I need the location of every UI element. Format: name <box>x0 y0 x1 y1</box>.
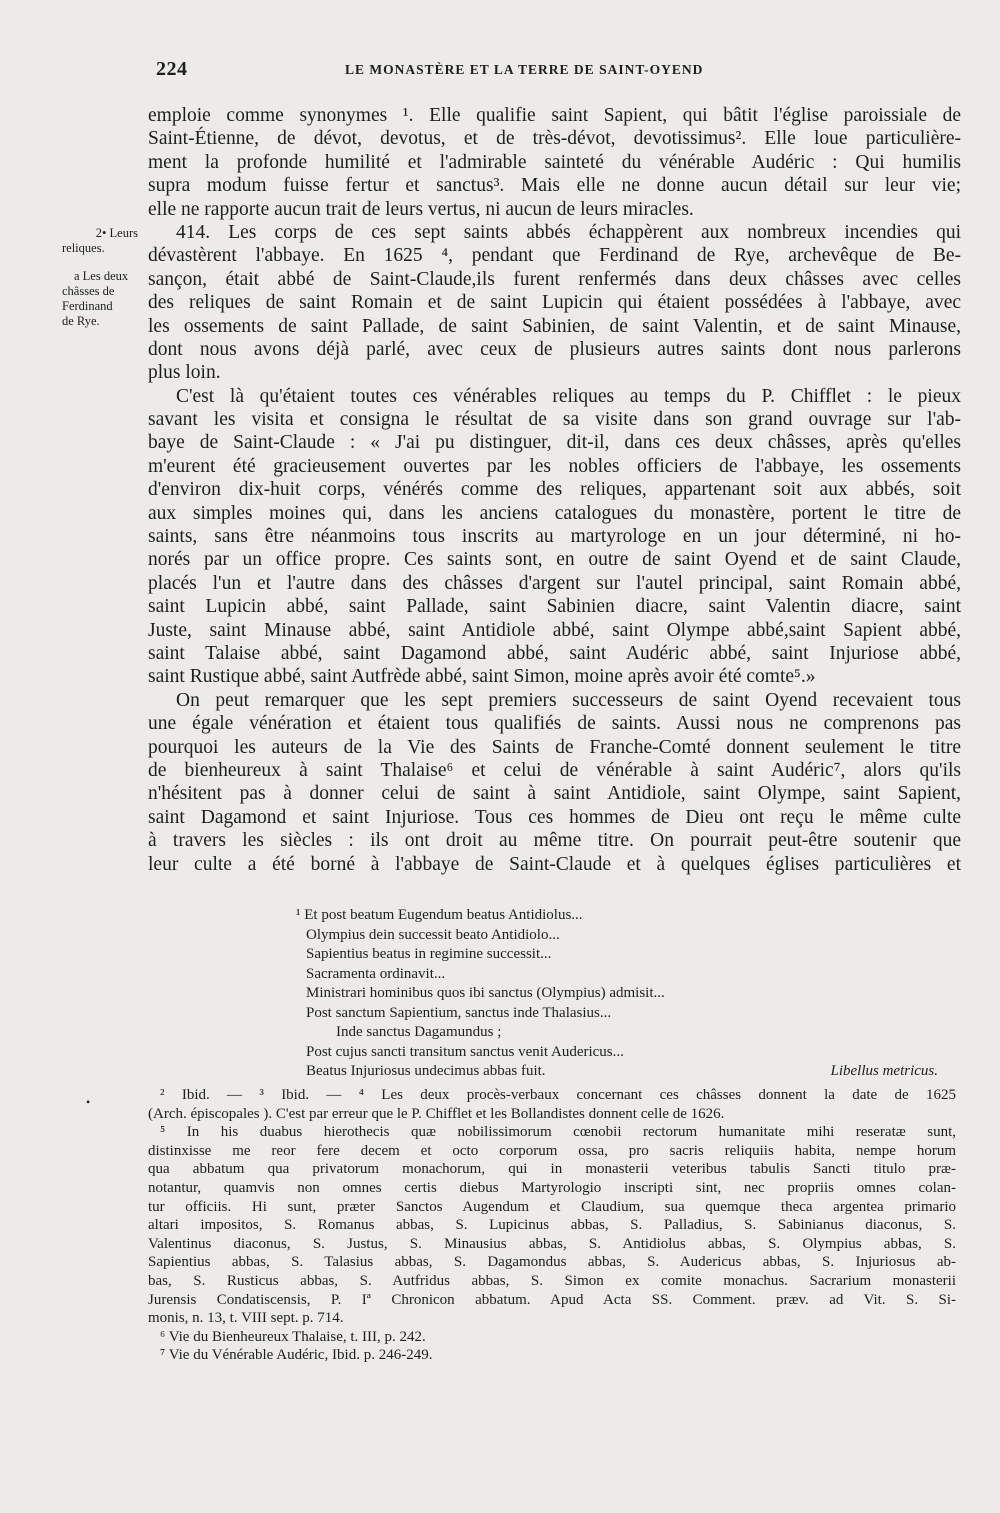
poem-line: Post sanctum Sapientium, sanctus inde Thalasius... <box>306 1004 612 1021</box>
footnote-line: ² Ibid. — ³ Ibid. — ⁴ Les deux procès-verbaux concernant ces châsses donnent la date de 1625 <box>160 1087 956 1103</box>
margin-note-line: a Les deux <box>74 269 129 283</box>
margin-note-chasses <box>62 269 152 329</box>
footnote-line: monis, n. 13, t. VIII sept. p. 714. <box>148 1310 344 1327</box>
body-line: dévastèrent l'abbaye. En 1625 ⁴, pendant que Ferdinand de Rye, archevêque de Be- <box>148 245 961 267</box>
body-line: baye de Saint-Claude : « J'ai pu distinguer, dit-il, dans ces deux châsses, après qu'elles <box>148 432 961 454</box>
margin-note-line: reliques. <box>62 241 105 255</box>
margin-note-line: 2• Leurs <box>95 226 138 240</box>
body-line: savant les visita et consigna le résultat de sa visite dans son grand ouvrage sur l'ab- <box>148 409 961 431</box>
footnote-line: tur officiis. Hi sunt, præter Sanctos Augendum et Claudium, sua quemque theca argentea primario <box>148 1198 956 1215</box>
poem-line-text: Beatus Injuriosus undecimus abbas fuit. <box>306 1063 546 1079</box>
margin-note-line: châsses de <box>62 284 115 298</box>
body-line: 414. Les corps de ces sept saints abbés échappèrent aux nombreux incendies qui <box>176 221 961 243</box>
footnote-line: ⁷ Vie du Vénérable Audéric, Ibid. p. 246-249. <box>160 1347 433 1364</box>
body-line: On peut remarquer que les sept premiers successeurs de saint Oyend recevaient tous <box>176 689 961 711</box>
footnote-line: notantur, quamvis non omnes certis diebus Martyrologio inscripti sint, nec propriis omnes colan- <box>148 1179 956 1196</box>
poem-line: Inde sanctus Dagamundus ; <box>336 1024 502 1040</box>
body-line: saint Lupicin abbé, saint Pallade, saint Sabinien diacre, saint Valentin diacre, saint <box>148 596 961 618</box>
body-line: emploie comme synonymes ¹. Elle qualifie saint Sapient, qui bâtit l'église paroissiale de <box>148 105 961 126</box>
footnote-line: ⁵ In his duabus hierothecis quæ nobilissimorum cœnobii rectorum humanitate mihi reseratæ sunt, <box>160 1124 956 1141</box>
poem-line <box>296 1062 938 1082</box>
footnote-line: altari impositos, S. Romanus abbas, S. Lupicinus abbas, S. Palladius, S. Sabinianus diaconus, S. <box>148 1217 956 1234</box>
margin-note-relics <box>50 226 138 256</box>
body-line: leur culte a été borné à l'abbaye de Saint-Claude et à quelques églises particulières et <box>148 853 961 875</box>
body-line: dont nous avons déjà parlé, avec ceux de plusieurs autres saints dont nous parlerons <box>148 338 961 360</box>
poem-line: Sapientius beatus in regimine successit... <box>306 946 552 962</box>
running-head: LE MONASTÈRE ET LA TERRE DE SAINT-OYEND <box>345 62 704 77</box>
body-text <box>148 104 961 876</box>
body-line: des reliques de saint Romain et de saint Lupicin qui étaient possédées à l'abbaye, avec <box>148 292 961 314</box>
body-line: Saint-Étienne, de dévot, devotus, et de très-dévot, devotissimus². Elle loue particulière- <box>148 128 961 150</box>
body-line: d'environ dix-huit corps, vénérés comme des reliques, appartenant soit aux abbés, soit <box>148 479 961 501</box>
poem-line: Sacramenta ordinavit... <box>306 965 446 982</box>
footnote-line: qua abbatum qua privatorum monachorum, qui in monasterii veteribus tabulis Sancti titulo præ- <box>148 1161 956 1178</box>
body-line: norés par un office propre. Ces saints sont, en outre de saint Oyend et de saint Claude, <box>148 549 961 571</box>
body-line: supra modum fuisse fertur et sanctus³. Mais elle ne donne aucun détail sur leur vie; <box>148 175 961 197</box>
footnote-line: (Arch. épiscopales ). C'est par erreur que le P. Chifflet et les Bollandistes donnent celle de 1626. <box>148 1105 725 1122</box>
body-line: saint Dagamond et saint Injuriose. Tous ces hommes de Dieu ont reçu le même culte <box>148 806 961 828</box>
poem-footnote <box>296 906 938 1082</box>
body-line: saint Rustique abbé, saint Autfrède abbé, saint Simon, moine après avoir été comte⁵.» <box>148 666 816 688</box>
poem-line: ¹ Et post beatum Eugendum beatus Antidiolus... <box>296 907 583 923</box>
body-line: C'est là qu'étaient toutes ces vénérables reliques au temps du P. Chifflet : le pieux <box>176 385 961 407</box>
body-line: de bienheureux à saint Thalaise⁶ et celui de vénérable à saint Audéric⁷, alors qu'ils <box>148 759 961 781</box>
body-line: aux simples moines qui, dans les anciens catalogues du monastère, portent le titre de <box>148 502 961 524</box>
margin-bullet: • <box>86 1095 91 1109</box>
footnote-line: Jurensis Condatiscensis, P. Iª Chronicon abbatum. Apud Acta SS. Comment. præv. ad Vit. S. Si- <box>148 1291 956 1308</box>
poem-line: Post cujus sancti transitum sanctus venit Audericus... <box>306 1043 624 1060</box>
body-line: placés l'un et l'autre dans des châsses d'argent sur l'autel principal, saint Romain abbé, <box>148 572 961 594</box>
footnote-line: Sapientius abbas, S. Talasius abbas, S. Dagamondus abbas, S. Audericus abbas, S. Injuriosus ab- <box>148 1254 956 1271</box>
body-line: ment la profonde humilité et l'admirable sainteté du vénérable Audéric : Qui humilis <box>148 151 961 173</box>
footnote-line: Valentinus diaconus, S. Justus, S. Minausius abbas, S. Antidiolus abbas, S. Olympius abbas, S. <box>148 1235 956 1252</box>
body-line: saint Talaise abbé, saint Dagamond abbé, saint Audéric abbé, saint Injuriose abbé, <box>148 642 961 664</box>
body-line: elle ne rapporte aucun trait de leurs vertus, ni aucun de leurs miracles. <box>148 198 694 220</box>
poem-line: Olympius dein successit beato Antidiolo... <box>306 926 560 943</box>
body-line: m'eurent été gracieusement ouvertes par les nobles officiers de l'abbaye, les ossements <box>148 455 961 477</box>
poem-line: Ministrari hominibus quos ibi sanctus (Olympius) admisit... <box>306 985 665 1001</box>
margin-note-line: de Rye. <box>62 314 100 328</box>
poem-source: Libellus metricus. <box>830 1063 938 1079</box>
margin-note-line: Ferdinand <box>62 299 113 313</box>
footnote-line: ⁶ Vie du Bienheureux Thalaise, t. III, p. 242. <box>160 1328 426 1345</box>
body-line: à travers les siècles : ils ont droit au même titre. On pourrait peut-être soutenir que <box>148 830 961 852</box>
footnotes <box>148 1086 956 1365</box>
body-line: saints, sans être néanmoins tous inscrits au martyrologe en un jour déterminé, ni ho- <box>148 526 961 548</box>
body-line: les ossements de saint Pallade, de saint Sabinien, de saint Valentin, et de saint Minause, <box>148 315 961 337</box>
footnote-line: bas, S. Rusticus abbas, S. Autfridus abbas, S. Simon ex comite monachus. Sacrarium monasterii <box>148 1272 956 1289</box>
page-number: 224 <box>156 58 188 80</box>
body-line: pourquoi les auteurs de la Vie des Saints de Franche-Comté donnent seulement le titre <box>148 736 961 758</box>
body-line: plus loin. <box>148 362 221 384</box>
body-line: Juste, saint Minause abbé, saint Antidiole abbé, saint Olympe abbé,saint Sapient abbé, <box>148 619 961 641</box>
footnote-line: distinxisse me reor fere decem et octo corporum ossa, pro sacris reliquiis habita, nempe horum <box>148 1142 956 1159</box>
body-line: une égale vénération et étaient tous qualifiés de saints. Aussi nous ne comprenons pas <box>148 713 961 735</box>
body-line: sançon, était abbé de Saint-Claude,ils furent renfermés dans deux châsses avec celles <box>148 268 961 290</box>
body-line: n'hésitent pas à donner celui de saint à saint Antidiole, saint Olympe, saint Sapient, <box>148 783 961 805</box>
